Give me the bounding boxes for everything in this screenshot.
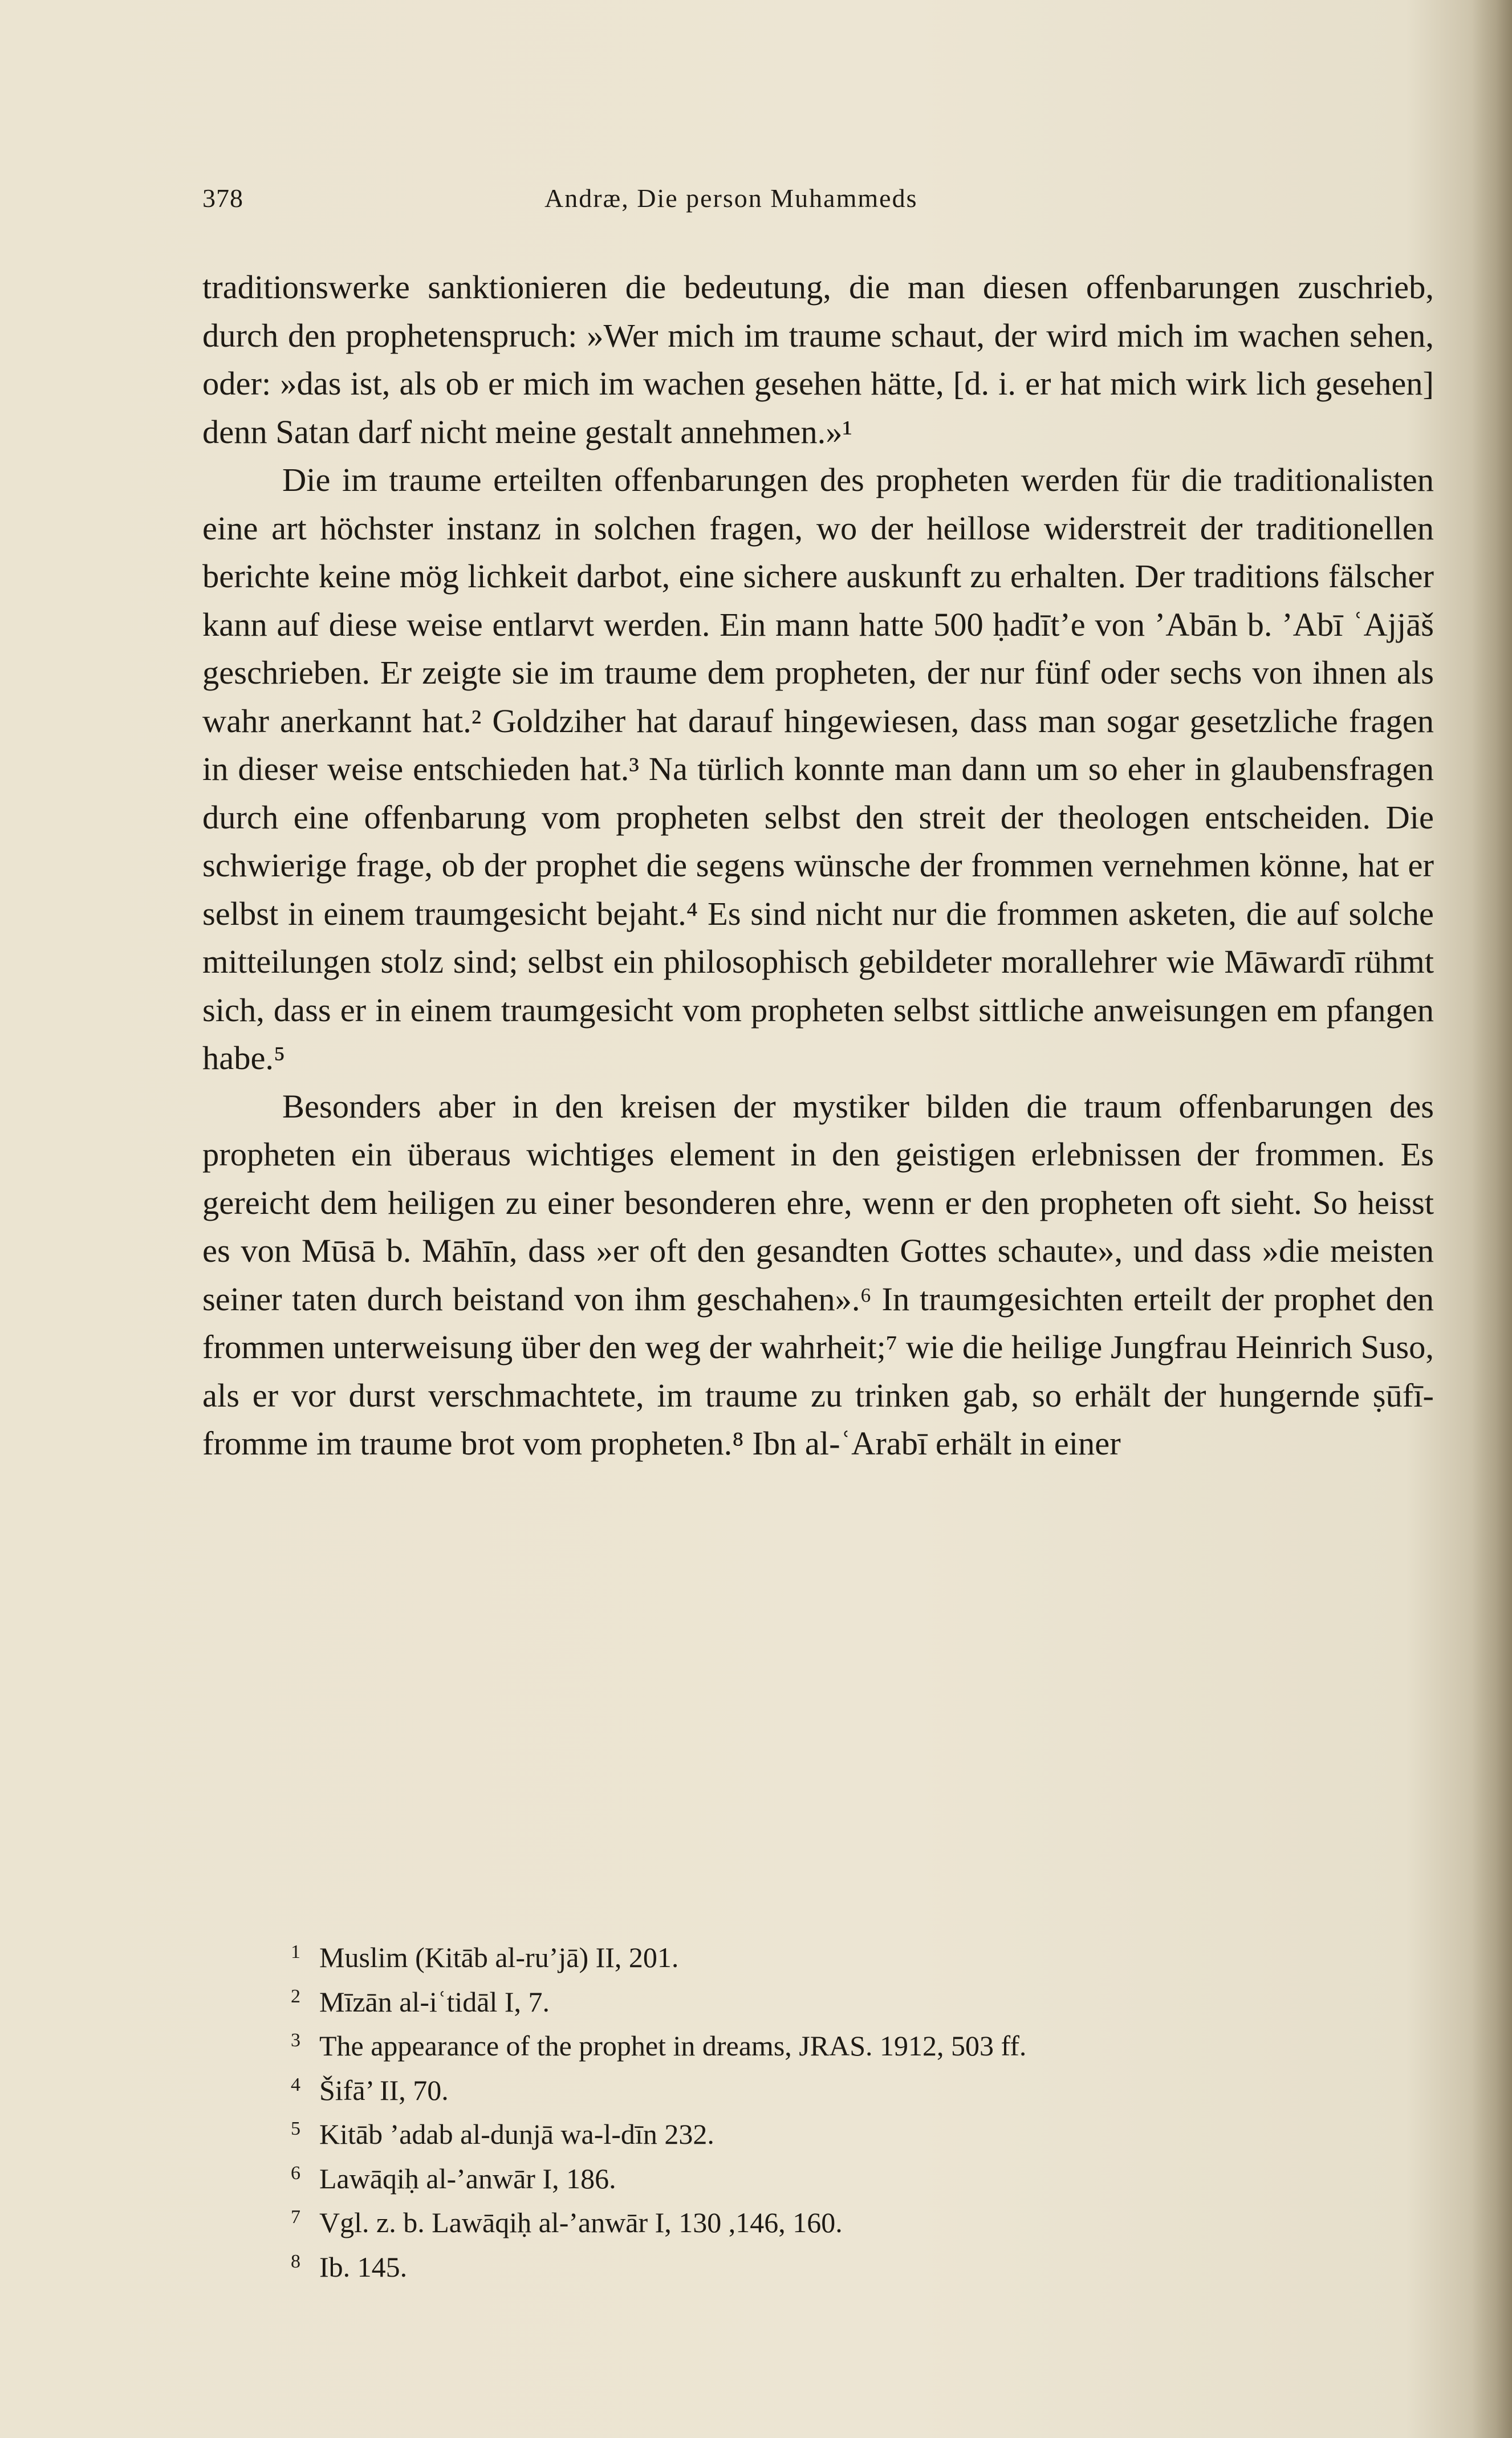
text-line: zu einer besonderen ehre, wenn er den propheten oft sieht. So [505,1184,1358,1221]
footnote [291,1977,1431,2022]
page-edge-shadow [1472,0,1512,2438]
footnote-text: The appearance of the prophet in dreams, JRAS. 1912, 503 ff. [319,2030,1027,2062]
text-line: für die traditionalisten eine art höchster instanz in solchen fragen, [202,461,1434,547]
text-line: traditionswerke sanktionieren die bedeutung, die man diesen [202,269,1086,306]
text-line: ihm geschahen».⁶ In traumgesichten erteilt der prophet den [634,1280,1434,1318]
text-line: pfangen habe.⁵ [202,991,1434,1076]
text-line: traume dem propheten, der nur fünf oder sechs von ihnen als [604,654,1434,691]
text-line: Besonders aber in den kreisen der mystiker bilden die traum [282,1087,1162,1125]
text-line: wünsche der frommen vernehmen könne, hat er selbst in einem [202,847,1434,932]
footnote-text: Mīzān al-iʿtidāl I, 7. [319,1985,550,2018]
footnote [291,2198,1431,2242]
text-line: den geistigen erlebnissen der frommen. Es gereicht dem heiligen [202,1136,1434,1221]
footnote-text: Lawāqiḥ al-’anwār I, 186. [319,2162,616,2195]
text-line: eine offenbarung vom propheten selbst den streit der theologen [293,798,1205,836]
footnote-number: 1 [291,1941,300,1962]
footnote-number: 7 [291,2207,300,2228]
footnote [291,2242,1431,2287]
text-line: sogar gesetzliche fragen in dieser weise entschieden hat.³ Na [202,702,1434,787]
text-line: im traume brot vom propheten.⁸ Ibn al-ʿArabī erhält in einer [316,1425,1121,1462]
text-line: im traume zu trinken gab, so erhält der hungernde ṣūfī-fromme [202,1376,1434,1462]
text-line: offenbarungen des propheten ein überaus wichtiges element in [202,1087,1434,1173]
footnote [291,2154,1431,2199]
text-line: schaute», und dass »die meisten seiner taten durch beistand von [202,1232,1434,1318]
page-number: 378 [202,184,243,213]
text-line: lichkeit darbot, eine sichere auskunft zu erhalten. Der traditions [468,558,1320,595]
footnote-number: 2 [291,1985,300,2007]
footnote-text: Muslim (Kitāb al-ru’jā) II, 201. [319,1941,679,1973]
paragraph-2 [202,456,1434,1083]
text-line: heilige Jungfrau Heinrich Suso, als er vor durst verschmachtete, [202,1328,1434,1414]
footnote [291,1933,1431,1977]
footnote [291,2021,1431,2066]
running-head: Andræ, Die person Muhammeds [544,184,918,213]
text-line: die auf solche mitteilungen stolz sind; selbst ein philosophisch [202,895,1434,980]
paragraph-1 [202,263,1434,456]
text-line: wahr anerkannt hat.² Goldziher hat darauf hingewiesen, dass man [202,702,1107,739]
text-line: lich gesehen] denn Satan darf nicht meine gestalt annehmen.»¹ [202,365,1434,450]
footnote-text: Ib. 145. [319,2250,408,2283]
text-line: heisst es von Mūsā b. Māhīn, dass »er oft den gesandten Gottes [202,1184,1434,1269]
footnote-text: Šifā’ II, 70. [319,2074,449,2106]
footnote-number: 3 [291,2030,300,2051]
footnote-number: 4 [291,2074,300,2095]
text-line: als ob er mich im wachen gesehen hätte, [d. i. er hat mich wirk [399,365,1247,402]
text-line: 500 ḥadīt’e von ’Abān b. ’Abī ʿAjjāš geschrieben. Er zeigte sie im [202,606,1434,691]
footnote-text: Vgl. z. b. Lawāqiḥ al-’anwār I, 130 ,146, 160. [319,2207,843,2238]
footnote [291,2066,1431,2110]
text-line: offenbarungen zuschrieb, durch den prophetenspruch: »Wer mich [202,269,1434,354]
body-text [202,263,1434,1468]
footnote [291,2110,1431,2154]
text-line: fälscher kann auf diese weise entlarvt werden. Ein mann hatte [202,558,1434,643]
text-line: wo der heillose widerstreit der traditionellen berichte keine mög [202,509,1434,595]
text-line: Die im traume erteilten offenbarungen des propheten werden [282,461,1131,498]
paragraph-3 [202,1083,1434,1468]
text-line: entscheiden. Die schwierige frage, ob der prophet die segens [202,798,1434,884]
text-line: türlich konnte man dann um so eher in glaubensfragen durch [202,750,1434,836]
text-line: frommen unterweisung über den weg der wahrheit;⁷ wie die [202,1328,1012,1366]
text-line: traumgesicht bejaht.⁴ Es sind nicht nur die frommen asketen, [414,895,1246,932]
text-line: gebildeter morallehrer wie Māwardī rühmt sich, dass er in einem [202,943,1434,1029]
footnote-number: 6 [291,2162,300,2184]
footnote-number: 5 [291,2118,300,2139]
footnotes [291,1933,1431,2286]
footnote-number: 8 [291,2250,300,2272]
text-line: traumgesicht vom propheten selbst sittliche anweisungen em [501,991,1318,1029]
footnote-text: Kitāb ’adab al-dunjā wa-l-dīn 232. [319,2118,714,2150]
text-line: im traume schaut, der wird mich im wachen sehen, oder: »das ist, [202,316,1434,402]
page-header [202,181,1434,216]
